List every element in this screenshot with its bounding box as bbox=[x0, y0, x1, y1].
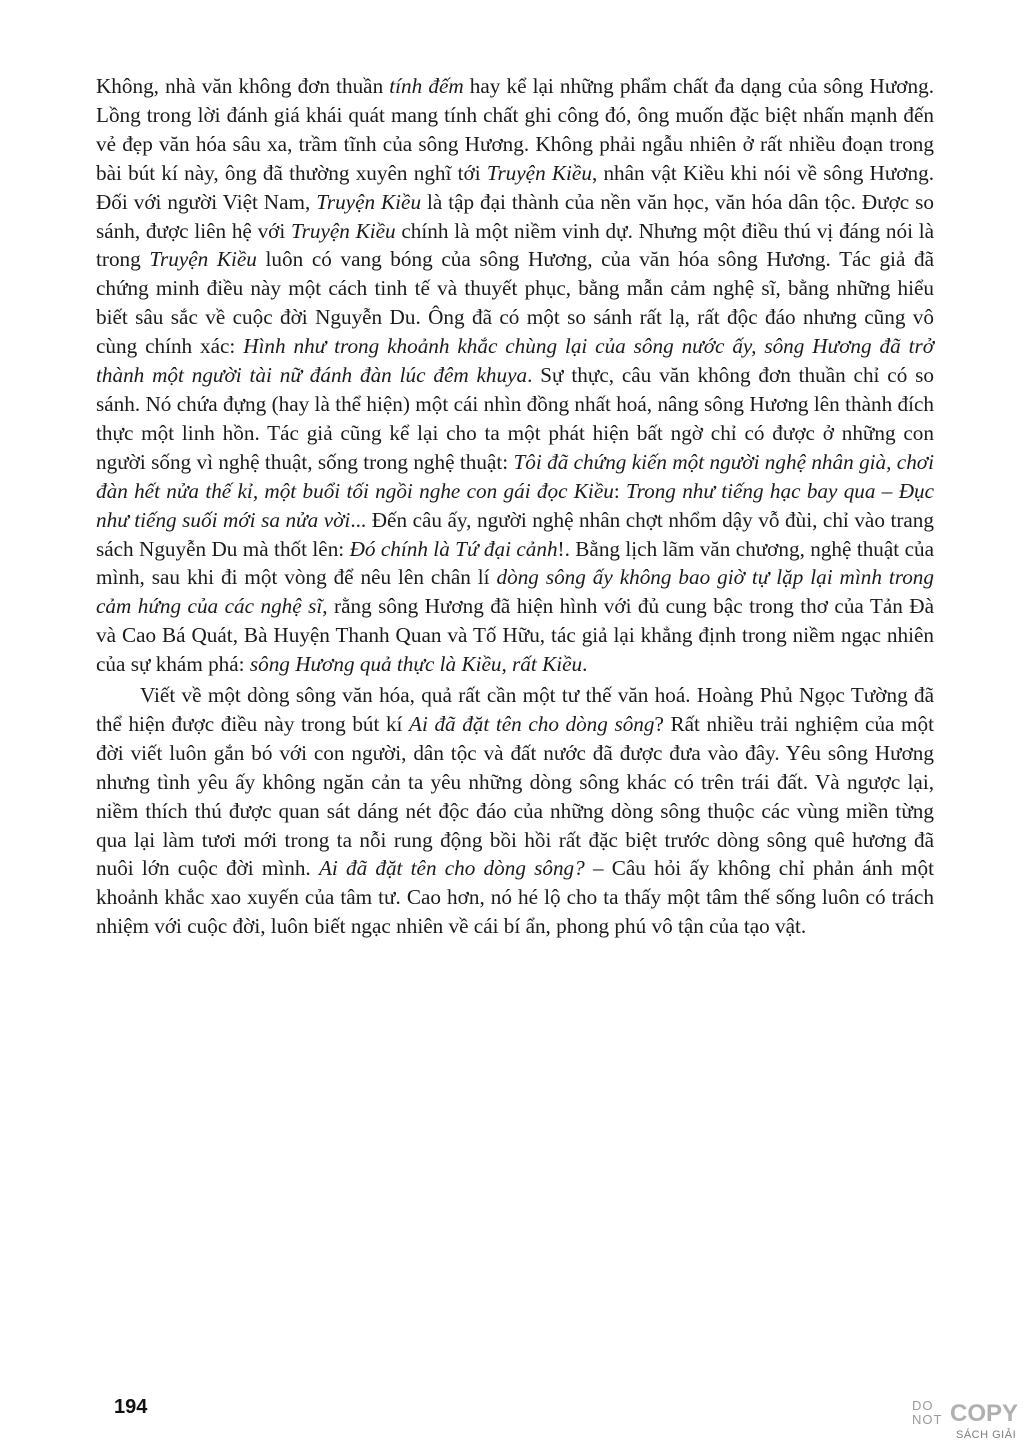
text-run: . bbox=[582, 652, 588, 677]
text-run-italic: Truyện Kiều bbox=[486, 160, 592, 185]
text-run: : bbox=[613, 478, 627, 503]
text-run: – Câu hỏi ấy không chỉ phản ánh một khoảnh khắc xao xuyến của tâm tư. Cao hơn, nó hé lộ cho ta thấy một tâm thế sống luôn có trách nhiệm với cuộc đời, luôn biết ngạc nhiên về cái bí ẩn, phong phú vô tận của tạo vật. bbox=[96, 856, 935, 939]
text-run: ... Đến câu ấy, người nghệ nhân chợt nhổm dậy vỗ đùi, chỉ vào trang sách Nguyễn Du mà thốt lên: bbox=[96, 507, 934, 561]
text-run-italic: Tôi đã chứng kiến một người nghệ nhân già, chơi đàn hết nửa thế kỉ, một buổi tối ngồi nghe con gái đọc Kiều bbox=[96, 449, 934, 503]
text-run-italic: Ai đã đặt tên cho dòng sông bbox=[409, 711, 655, 736]
text-run-italic: tính đếm bbox=[389, 74, 464, 98]
text-run-italic: sông Hương quả thực là Kiều, rất Kiều bbox=[249, 652, 583, 677]
text-run: . Sự thực, câu văn không đơn thuần chỉ có so sánh. Nó chứa đựng (hay là thể hiện) một cái nhìn đồng nhất hoá, nâng sông Hương lên thành đích thực một linh hồn. Tác giả cũng kể lại cho ta một phát hiện bất ngờ chỉ có được ở những con người sống vì nghệ thuật, sống trong nghệ thuật: bbox=[96, 363, 934, 474]
text-run: là tập đại thành của nền văn học, văn hóa dân tộc. Được so sánh, được liên hệ với bbox=[96, 189, 934, 243]
text-run: ? Rất nhiều trải nghiệm của một đời viết luôn gắn bó với con người, dân tộc và đất nước đã được đưa vào đây. Yêu sông Hương nhưng tình yêu ấy không ngăn cản ta yêu những dòng sông khác có trên trái đất. Và ngược lại, niềm thích thú được quan sát dáng nét độc đáo của những dòng sông thuộc các vùng miền từng qua lại làm tươi mới trong ta nỗi rung động bồi hồi rất đặc biệt trước dòng sông quê hương đã nuôi lớn cuộc đời mình. bbox=[96, 711, 935, 881]
text-run-italic: dòng sông ấy không bao giờ tự lặp lại mình trong cảm hứng của các nghệ sĩ bbox=[96, 565, 934, 619]
text-run-italic: Ai đã đặt tên cho dòng sông? bbox=[318, 856, 585, 881]
text-run-italic: Trong như tiếng hạc bay qua – Đục như tiếng suối mới sa nửa vời bbox=[96, 478, 935, 532]
text-run: Viết về một dòng sông văn hóa, quả rất cần một tư thế văn hoá. Hoàng Phủ Ngọc Tường đã thể hiện được điều này trong bút kí bbox=[96, 683, 934, 736]
text-run: !. Bằng lịch lãm văn chương, nghệ thuật của mình, sau khi đi một vòng để nêu lên chân lí bbox=[96, 536, 934, 590]
text-run-italic: Truyện Kiều bbox=[149, 247, 257, 272]
text-run-italic: Đó chính là Tứ đại cảnh bbox=[349, 536, 558, 561]
watermark-do: DO bbox=[912, 1398, 934, 1413]
text-run: chính là một niềm vinh dự. Nhưng một điều thú vị đáng nói là trong bbox=[96, 218, 934, 272]
book-page-body bbox=[96, 72, 934, 941]
text-run: Không, nhà văn không đơn thuần bbox=[96, 74, 390, 98]
text-run: , nhân vật Kiều khi nói về sông Hương. Đối với người Việt Nam, bbox=[96, 160, 934, 214]
text-run-italic: Truyện Kiều bbox=[316, 189, 422, 214]
page-number: 194 bbox=[114, 1396, 148, 1418]
text-run-italic: Truyện Kiều bbox=[291, 218, 396, 243]
paragraph-1 bbox=[96, 72, 934, 679]
text-run: luôn có vang bóng của sông Hương, của văn hóa sông Hương. Tác giả đã chứng minh điều này một cách tinh tế và thuyết phục, bằng mẫn cảm nghệ sĩ, bằng những hiểu biết sâu sắc về cuộc đời Nguyễn Du. Ông đã có một so sánh rất lạ, rất độc đáo nhưng cũng vô cùng chính xác: bbox=[96, 247, 934, 359]
text-run-italic: Hình như trong khoảnh khắc chùng lại của sông nước ấy, sông Hương đã trở thành một người tài nữ đánh đàn lúc đêm khuya bbox=[96, 334, 935, 388]
watermark-brand: SÁCH GIẢI bbox=[956, 1429, 1017, 1441]
text-run: , rằng sông Hương đã hiện hình với đủ cung bậc trong thơ của Tản Đà và Cao Bá Quát, Bà Huyện Thanh Quan và Tố Hữu, tác giả lại khẳng định trong niềm ngạc nhiên của sự khám phá: bbox=[96, 594, 935, 677]
paragraph-2 bbox=[96, 681, 934, 941]
watermark-not: NOT bbox=[912, 1412, 943, 1427]
watermark-copy: COPY bbox=[950, 1400, 1019, 1427]
text-run: hay kể lại những phẩm chất đa dạng của sông Hương. Lồng trong lời đánh giá khái quát mang tính chất ghi công đó, ông muốn đặc biệt nhấn mạnh đến vẻ đẹp văn hóa sâu xa, trầm tĩnh của sông Hương. Không phải ngẫu nhiên ở rất nhiều đoạn trong bài bút kí này, ông đã thường xuyên nghĩ tới bbox=[96, 74, 934, 185]
do-not-copy-watermark bbox=[912, 1398, 1020, 1444]
